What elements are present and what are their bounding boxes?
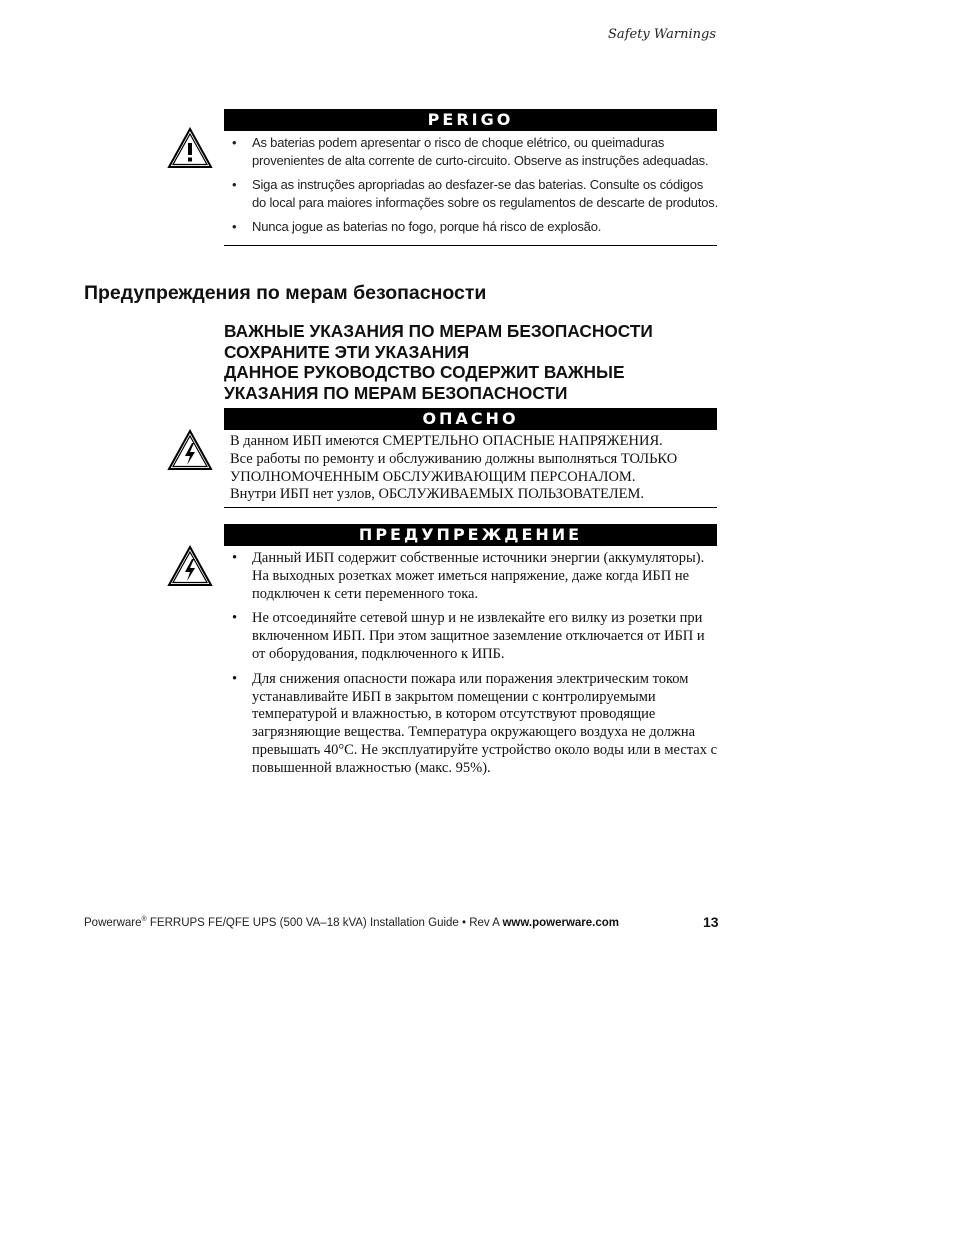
warning-list [230,550,718,785]
list-item: • Siga as instruções apropriadas ao desfazer-se das baterias. Consulte os códigos do local para maiores informações sobre os regulamentos de descarte de produtos. [232,177,718,210]
perigo-list [230,134,718,242]
list-item: • Nunca jogue as baterias no fogo, porque há risco de explosão. [232,219,602,234]
running-header: Safety Warnings [608,27,716,42]
important-line: СОХРАНИТЕ ЭТИ УКАЗАНИЯ [224,341,470,362]
footer [84,916,619,929]
warning-title-bar: ПРЕДУПРЕЖДЕНИЕ [224,524,717,546]
danger-line: УПОЛНОМОЧЕННЫМ ОБСЛУЖИВАЮЩИМ ПЕРСОНАЛОМ. [230,468,636,485]
important-line: ДАННОЕ РУКОВОДСТВО СОДЕРЖИТ ВАЖНЫЕ [224,362,625,382]
perigo-divider [224,245,717,246]
page-number: 13 [703,914,719,930]
list-item: • Не отсоединяйте сетевой шнур и не извлекайте его вилку из розетки при включенном ИБП. При этом защитное заземление отключается от ИБП и от оборудования, подключенного к ИПБ. [232,610,705,662]
exclamation-warning-icon [167,127,213,169]
danger-title-bar: ОПАСНО [224,408,717,430]
footer-doc: FERRUPS FE/QFE UPS (500 VA–18 kVA) Installation Guide • Rev A [146,916,503,929]
danger-line: Все работы по ремонту и обслуживанию должны выполняться ТОЛЬКО [230,450,678,467]
danger-line: В данном ИБП имеются СМЕРТЕЛЬНО ОПАСНЫЕ НАПРЯЖЕНИЯ. [230,433,663,449]
important-instructions [224,321,653,403]
lightning-warning-icon [167,545,213,587]
danger-text [230,433,720,504]
perigo-title-bar: PERIGO [224,109,717,131]
registered-mark: ® [141,916,147,923]
list-item: • As baterias podem apresentar o risco de choque elétrico, ou queimaduras provenientes de alta corrente de curto-circuito. Observe as instruções adequadas. [232,135,709,168]
danger-divider [224,507,717,508]
footer-url[interactable]: www.powerware.com [502,916,620,929]
lightning-warning-icon [167,429,213,471]
list-item: • Для снижения опасности пожара или поражения электрическим током устанавливайте ИБП в закрытом помещении с контролируемыми температурой и влажностью, в котором отсутствуют проводящие загрязняющие вещества. Температура окружающего воздуха не должна превышать 40°C. Не эксплуатируйте устройство около воды или в местах с повышенной влажностью (макс. 95%). [232,670,718,776]
footer-brand: Powerware [84,916,142,929]
danger-line: Внутри ИБП нет узлов, ОБСЛУЖИВАЕМЫХ ПОЛЬЗОВАТЕЛЕМ. [230,486,644,503]
important-line: ВАЖНЫЕ УКАЗАНИЯ ПО МЕРАМ БЕЗОПАСНОСТИ [224,321,653,341]
section-title: Предупреждения по мерам безопасности [84,282,487,304]
list-item: • Данный ИБП содержит собственные источники энергии (аккумуляторы). На выходных розетках может иметься напряжение, даже когда ИБП не подключен к сети переменного тока. [232,550,705,602]
important-line: УКАЗАНИЯ ПО МЕРАМ БЕЗОПАСНОСТИ [224,382,568,403]
